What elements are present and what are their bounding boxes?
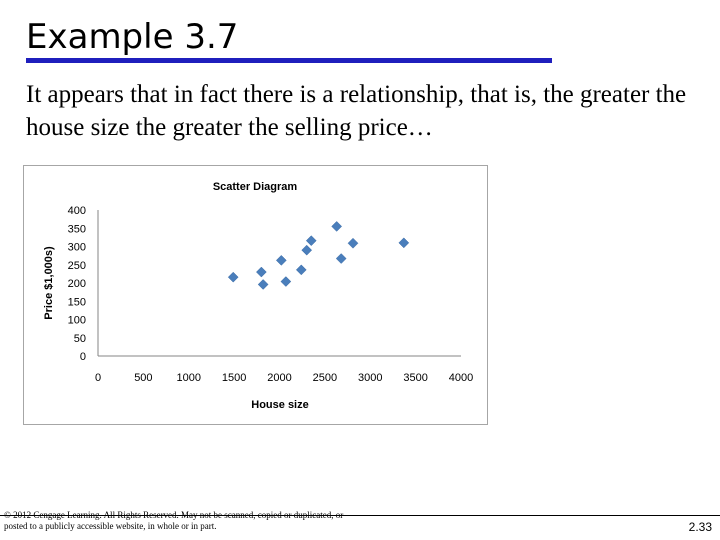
x-tick-label: 1500 <box>221 372 247 384</box>
slide-title: Example 3.7 <box>26 17 239 57</box>
y-tick-label: 0 <box>79 351 86 363</box>
y-axis-label: Price $1,000s) <box>43 246 55 320</box>
scatter-chart-svg <box>24 166 489 426</box>
x-tick-label: 1000 <box>176 372 201 384</box>
y-tick-label: 300 <box>67 241 86 254</box>
y-tick-label: 400 <box>67 205 86 217</box>
y-tick-label: 250 <box>67 259 86 272</box>
x-tick-label: 2500 <box>312 372 338 384</box>
page-number: 2.33 <box>688 520 712 534</box>
data-point-marker <box>256 267 266 277</box>
data-point-marker <box>296 265 306 275</box>
x-tick-label: 4000 <box>448 372 474 384</box>
data-point-marker <box>258 279 268 289</box>
x-tick-label: 3500 <box>403 372 428 384</box>
data-point-marker <box>281 277 291 287</box>
data-point-marker <box>302 245 312 255</box>
y-tick-label: 350 <box>67 223 86 236</box>
scatter-chart <box>23 165 488 425</box>
x-tick-label: 2000 <box>267 372 292 384</box>
data-point-marker <box>332 221 342 231</box>
data-point-marker <box>228 272 238 282</box>
data-point-marker <box>348 238 358 248</box>
y-tick-labels <box>68 205 86 363</box>
chart-title: Scatter Diagram <box>212 181 298 193</box>
x-tick-label: 3000 <box>358 372 383 384</box>
y-tick-label: 100 <box>67 314 86 327</box>
data-point-marker <box>306 236 316 246</box>
data-points <box>228 221 409 289</box>
x-tick-labels <box>95 372 473 384</box>
slide-body-text: It appears that in fact there is a relationship, that is, the greater the house size the greater the selling price… <box>26 81 687 141</box>
y-tick-label: 150 <box>67 296 86 309</box>
data-point-marker <box>276 255 286 265</box>
title-underline <box>26 58 552 63</box>
x-tick-label: 0 <box>94 372 102 384</box>
data-point-marker <box>336 254 346 264</box>
y-tick-label: 200 <box>67 278 86 290</box>
y-tick-label: 50 <box>73 332 86 345</box>
x-axis-label: House size <box>251 399 309 411</box>
x-tick-label: 500 <box>134 372 153 384</box>
data-point-marker <box>399 238 409 248</box>
copyright-notice: © 2012 Cengage Learning. All Rights Reserved. May not be scanned, copied or duplicated, or posted to a publicly accessible website, in whole or in part. <box>4 510 344 531</box>
